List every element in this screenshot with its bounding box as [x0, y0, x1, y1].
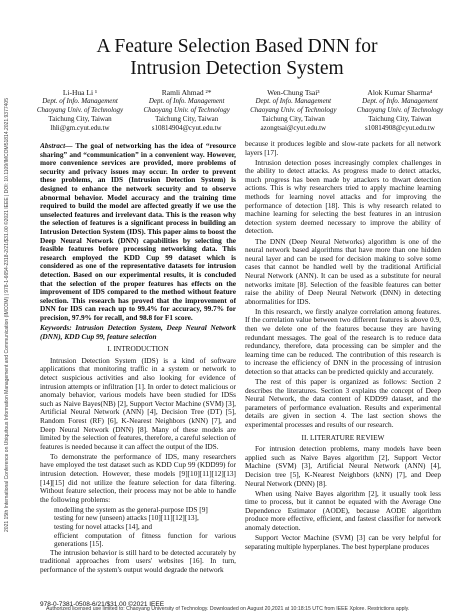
keywords: Keywords: Intrusion Detection System, Deep Neural Network (DNN), KDD Cup 99, feature selection [40, 322, 236, 341]
list-item: modelling the system as the general-purpose IDS [9] [54, 504, 208, 514]
author-3 [241, 88, 345, 133]
section-heading-literature-review: II. LITERATURE REVIEW [301, 432, 385, 442]
author-city: Taichung City, Taiwan [48, 115, 112, 123]
right-paragraph-6: For intrusion detection problems, many models have been applied such as Naive Bayes algorithm [2], Support Vector Machine (SVM) [3], Artificial Neural Network (ANN) [4], Decision tree [5], K-Nearest Neighbors (kNN) [7], and Deep Neural Network (DNN) [8]. [245, 444, 441, 488]
author-city: Taichung City, Taiwan [155, 115, 219, 123]
paper-title [30, 36, 444, 80]
list-item: testing for novel attacks [14], and [54, 522, 153, 532]
author-dept: Dept. of Info. Management [255, 97, 332, 105]
author-dept: Dept. of Info. Management [42, 97, 118, 105]
copyright-footer: 978-0-7381-0508-6/21/$31.00 ©2021 IEEE [40, 601, 165, 608]
abstract-label: Abstract [40, 142, 66, 150]
section-heading-introduction: I. INTRODUCTION [107, 344, 169, 354]
right-paragraph-8: Support Vector Machine (SVM) [3] can be very helpful for separating multiple hyperplanes. The best hyperplane produces [245, 533, 441, 551]
author-email: s10814908@cyut.edu.tw [365, 124, 435, 132]
title-line-2: Intrusion Detection System [130, 58, 344, 79]
list-item: testing for new (unseen) attacks [10][11][12][13], [54, 513, 199, 523]
intro-paragraph-2: To demonstrate the performance of IDS, many researchers have employed the test dataset such as KDD Cup 99 (KDD99) for intrusion detection. However, these models [9][10][11][12][13][14][15] did not utilize the feature selection for data filtering. Without feature selection, their process may not be able to handle the following problems: [40, 451, 236, 504]
author-univ: Chaoyang Univ. of Technology [356, 106, 444, 114]
author-dept: Dept. of Info. Management [362, 97, 438, 105]
author-city: Taichung City, Taiwan [368, 115, 432, 123]
author-city: Taichung City, Taiwan [261, 115, 325, 123]
author-name: Ramli Ahmad ²* [161, 88, 212, 97]
author-univ: Chaoyang Univ. of Technology [143, 106, 230, 114]
abstract-text: — The goal of networking has the idea of “resource sharing” and “communication” in a convenient way. However, more convenience services are provided, more problems of security and privacy issues may occur. In order to prevent these problems, an IDS (Intrusion Detection System) is designed to enhance the network security and to observe abnormal behavior. Model accuracy and the training time required to build the model are affected greatly if we use the unselected features and irrelevant data. This is the reason why the selection of features is a significant process in building an Intrusion Detection System (IDS). This paper aims to boost the Deep Neural Network (DNN) capabilities by selecting the feasible features before processing networking data. This research employed the KDD Cup 99 dataset which is considered as one of the representative datasets for intrusion detection. Based on our experimental results, it is concluded that the selection of the proper features has effects on the improvement of IDS compared to the method without feature selection. This research has proved that the improvement of DNN for IDS can reach up to 99.4% for accuracy, 99.7% for precision, 97.9% for recall, and 98.8 for F1 score. [40, 142, 236, 322]
author-4 [348, 88, 452, 133]
author-block [28, 88, 452, 133]
right-paragraph-1: because it produces legible and slow-rate packets for all network layers [17]. [245, 140, 441, 157]
side-banner-text: 2021 15th International Conference on Ubiquitous Information Management and Communication (IMCOM) | 978-1-6654-2318-2/21/$31.00 ©2021 IEEE | DOI: 10.1109/IMCOM51814.2021.9377405 [4, 98, 10, 532]
author-email: s10814904@cyut.edu.tw [151, 124, 222, 132]
intro-paragraph-1: Intrusion Detection System (IDS) is a kind of software applications that monitoring traffic in a system or network to detect suspicious activities and also looking for evidence of intrusion attempts or infiltration [1]. In order to detect malicious or anomaly behavior, various models have been studied for IDSs such as Naive Bayes(NB) [2], Support Vector Machine (SVM) [3], Artificial Neural Network (ANN) [4], Decision Tree (DT) [5], Random Forest (RF) [6], K-Nearest Neighbors (kNN) [7], and Deep Neural Network (DNN) [8]. Many of these models are limited by the selection of features, therefore, a careful selection of features is needed because it can affect the output of the IDS. [40, 355, 236, 451]
title-line-1: A Feature Selection Based DNN for [96, 36, 378, 57]
author-dept: Dept. of Info. Management [148, 97, 225, 105]
intro-problem-list [40, 506, 236, 549]
author-email: lhli@gm.cyut.edu.tw [50, 124, 110, 132]
author-name: Alok Kumar Sharma⁴ [367, 88, 433, 97]
author-univ: Chaoyang Univ. of Technology [36, 106, 124, 114]
author-name: Wen-Chung Tsai³ [267, 88, 320, 97]
right-paragraph-3: The DNN (Deep Neural Networks) algorithm is one of the neural network based algorithms that have more than one hidden neural layer and can be used for decision making to solve some cases that cannot be handled well by the traditional Artificial Neural Network (ANN). It can be used as a substitute for neural networks imitate [8]. Selection of the feasible features can better raise the ability of Deep Neural Network (DNN) in detecting abnormalities for IDS. [245, 236, 441, 306]
abstract [40, 142, 236, 322]
right-paragraph-4: In this research, we firstly analyze correlation among features. If the correlation value between two different features is above 0.9, then we delete one of the features because they are having redundant messages. The goal of the research is to reduce data redundancy, therefore, data processing can be simpler and the learning time can be reduced. The contribution of this research is to increase the efficiency of DNN in the processing of intrusion detection so that attacks can be predicted quickly and accurately. [245, 306, 441, 376]
right-paragraph-7: When using Naive Bayes algorithm [2], it usually took less time to process, but it cannot be equated with the Average One Dependence Estimator (AODE), because AODE algorithm produce more effective, efficient, and fastest classifier for network anomaly detection. [245, 488, 441, 533]
left-column [40, 142, 236, 597]
side-banner [2, 40, 12, 590]
author-2 [135, 88, 239, 133]
list-item: efficient computation of fitness function for various generations [15]. [54, 530, 236, 549]
right-paragraph-2: Intrusion detection poses increasingly complex challenges in the ability to detect attacks. As progress made to detect attacks, much progress has been made by attackers to thwart detection actions. This is why researchers tried to apply machine learning methods for learning novel attacks and for improving the performance of detection [18]. This is why research related to machine learning for selecting the best features in an intrusion detection system deemed necessary to improve the ability of detection. [245, 157, 441, 236]
author-univ: Chaoyang Univ. of Technology [250, 106, 337, 114]
license-footnote: Authorized licensed use limited to: Chaoyang University of Technology. Downloaded on August 20,2021 at 10:18:15 UTC from IEEE Xplore. Restrictions apply. [46, 606, 410, 612]
author-name: Li-Hua Li ¹ [62, 88, 98, 97]
author-1 [28, 88, 132, 133]
right-paragraph-5: The rest of this paper is organized as follows: Section 2 describes the literatures. Section 3 explains the concept of Deep Neural Network, the data content of KDD99 dataset, and the parameters of performance evaluation. Results and experimental details are given in section 4. The last section shows the experimental processes and results of our research. [245, 377, 441, 429]
author-email: azongtsai@cyut.edu.tw [260, 124, 327, 132]
intro-paragraph-3: The intrusion behavior is still hard to be detected accurately by traditional approaches from users' websites [16]. In turn, performance of the system's output would degrade the network [40, 547, 236, 574]
right-column [245, 140, 441, 595]
